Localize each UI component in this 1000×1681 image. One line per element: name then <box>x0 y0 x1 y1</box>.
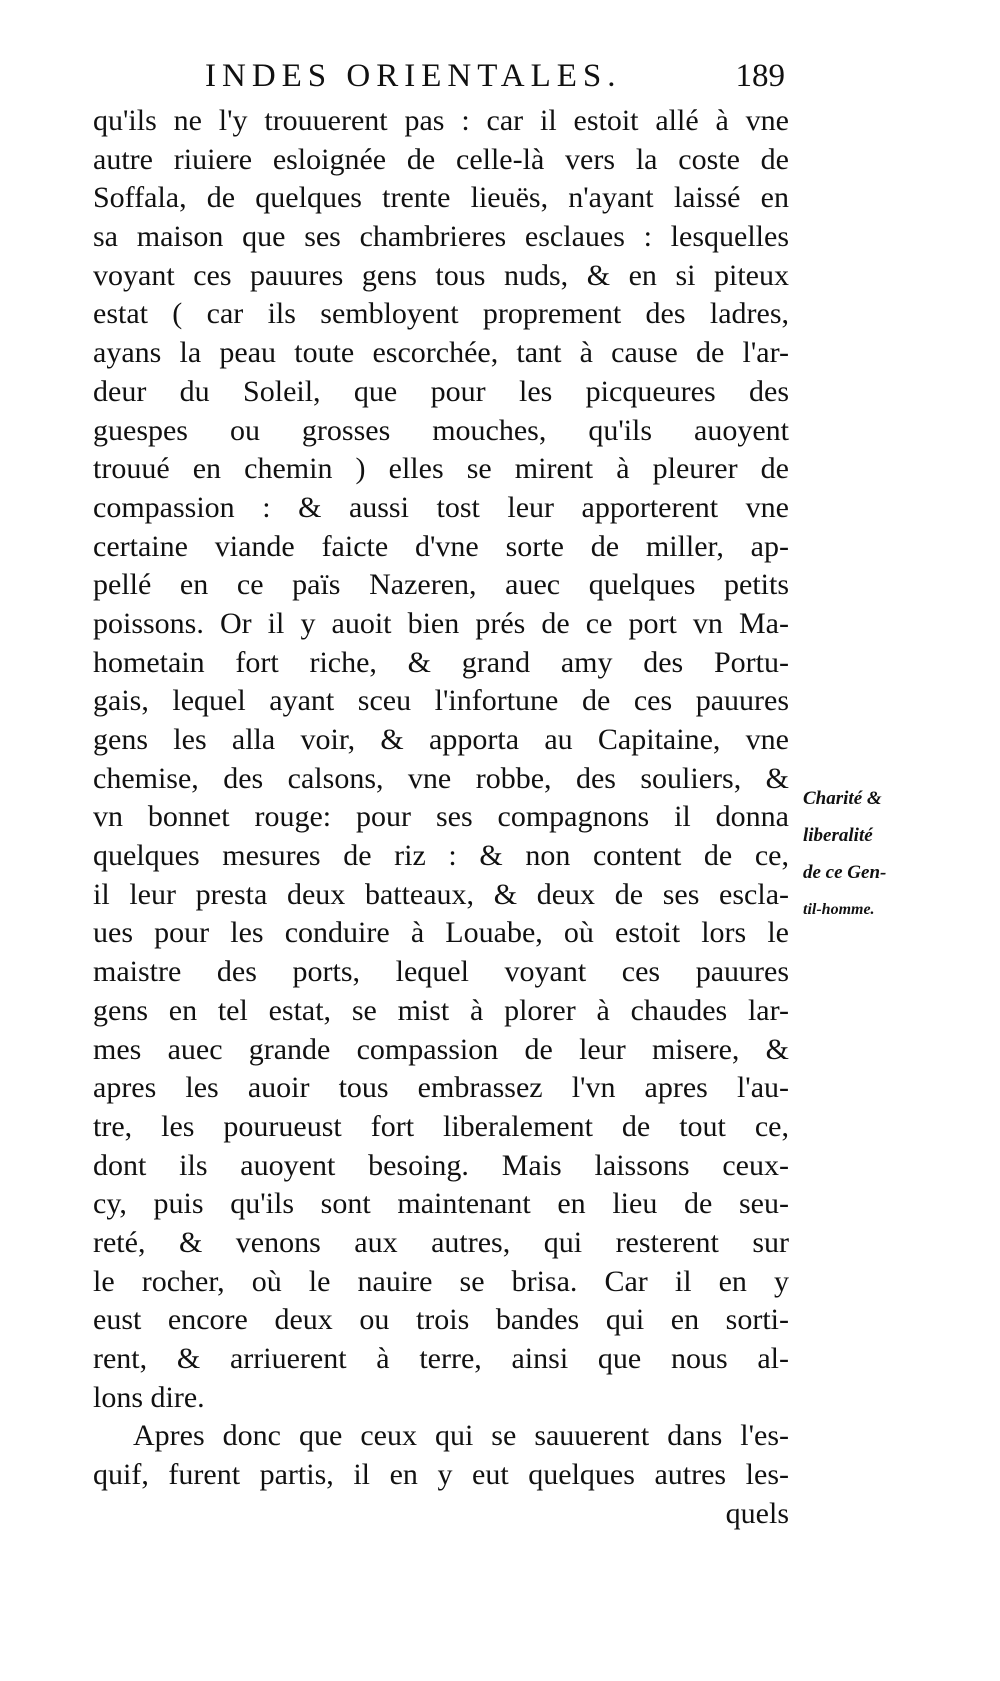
text-line: chemise, des calsons, vne robbe, des souliers, & <box>93 761 789 795</box>
text-line: sa maison que ses chambrieres esclaues : lesquelles <box>93 220 789 254</box>
margin-note-line: til-homme. <box>803 901 875 918</box>
text-line: eust encore deux ou trois bandes qui en sorti- <box>93 1303 789 1337</box>
text-line: tre, les pourueust fort liberalement de tout ce, <box>93 1109 789 1143</box>
text-line: quif, furent partis, il en y eut quelques autres les- <box>93 1458 789 1492</box>
text-line: hometain fort riche, & grand amy des Portu- <box>93 645 789 679</box>
text-line: ues pour les conduire à Louabe, où estoit lors le <box>93 916 789 950</box>
text-line: gens en tel estat, se mist à plorer à chaudes lar- <box>93 993 789 1027</box>
running-head <box>205 58 785 102</box>
running-title: INDES ORIENTALES. <box>205 58 622 94</box>
text-line: dont ils auoyent besoing. Mais laissons ceux- <box>93 1148 789 1182</box>
text-line: guespes ou grosses mouches, qu'ils auoyent <box>93 413 789 447</box>
text-line: qu'ils ne l'y trouuerent pas : car il estoit allé à vne <box>93 104 789 137</box>
text-line: le rocher, où le nauire se brisa. Car il en y <box>93 1264 789 1298</box>
text-line: compassion : & aussi tost leur apporterent vne <box>93 490 789 524</box>
margin-note-line: liberalité <box>803 825 873 846</box>
text-line: deur du Soleil, que pour les picqueures des <box>93 374 789 408</box>
body-text <box>93 102 789 1533</box>
text-line: vn bonnet rouge: pour ses compagnons il donna <box>93 800 789 834</box>
text-line: mes auec grande compassion de leur misere, & <box>93 1032 789 1066</box>
text-line: maistre des ports, lequel voyant ces pauures <box>93 955 789 989</box>
text-line: voyant ces pauures gens tous nuds, & en si piteux <box>93 258 789 292</box>
catchword: quels <box>725 1496 789 1530</box>
margin-note <box>803 780 943 928</box>
text-line: il leur presta deux batteaux, & deux de ses escla- <box>93 877 789 911</box>
text-line: trouué en chemin ) elles se mirent à pleurer de <box>93 452 789 486</box>
text-line: gais, lequel ayant sceu l'infortune de ces pauures <box>93 684 789 718</box>
text-line: Soffala, de quelques trente lieuës, n'ayant laissé en <box>93 181 789 215</box>
text-line: certaine viande faicte d'vne sorte de miller, ap- <box>93 529 789 563</box>
text-line: estat ( car ils sembloyent proprement des ladres, <box>93 297 789 331</box>
margin-note-line: Charité & <box>803 788 882 809</box>
text-line: pellé en ce païs Nazeren, auec quelques petits <box>93 568 789 602</box>
text-line: Apres donc que ceux qui se sauuerent dans l'es- <box>133 1419 789 1453</box>
text-line: apres les auoir tous embrassez l'vn apres l'au- <box>93 1071 789 1105</box>
text-line: lons dire. <box>93 1380 205 1414</box>
text-line: autre riuiere esloignée de celle-là vers la coste de <box>93 142 789 176</box>
text-line: ayans la peau toute escorchée, tant à cause de l'ar- <box>93 336 789 370</box>
text-line: reté, & venons aux autres, qui resterent sur <box>93 1225 789 1259</box>
text-line: gens les alla voir, & apporta au Capitaine, vne <box>93 723 789 756</box>
page-number: 189 <box>735 58 785 94</box>
margin-note-line: de ce Gen- <box>803 862 887 883</box>
text-line: cy, puis qu'ils sont maintenant en lieu de seu- <box>93 1187 789 1221</box>
text-line: rent, & arriuerent à terre, ainsi que nous al- <box>93 1342 789 1375</box>
text-line: poissons. Or il y auoit bien prés de ce port vn Ma- <box>93 606 789 640</box>
text-line: quelques mesures de riz : & non content de ce, <box>93 839 789 873</box>
